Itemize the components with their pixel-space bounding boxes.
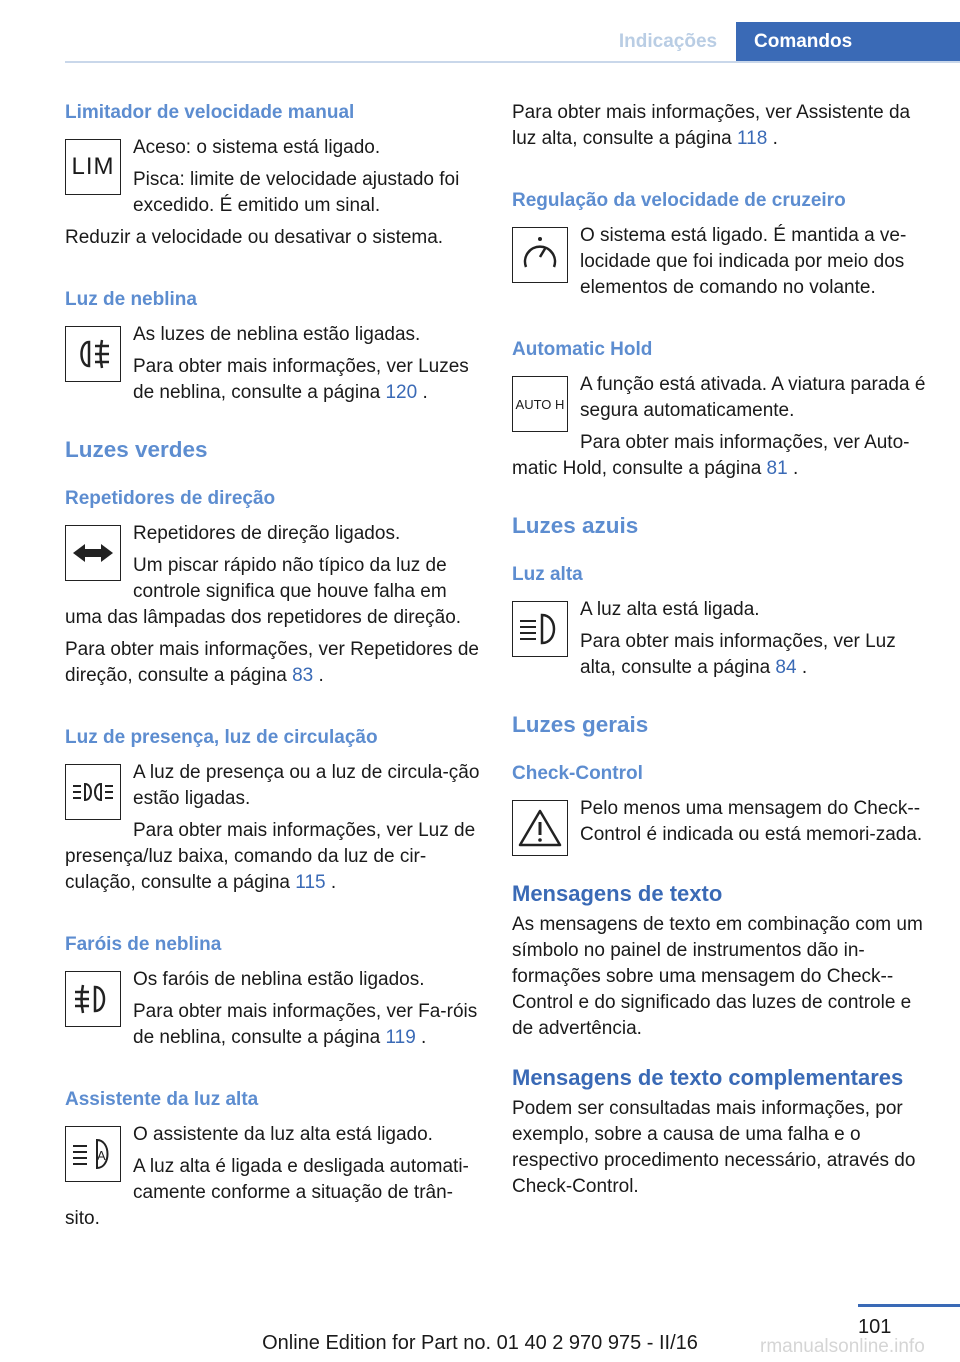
section-title-repetidores: Repetidores de direção: [65, 488, 276, 509]
rep-text-3a: Para obter mais informações, ver Repetidores de direção, consulte a página: [65, 639, 479, 686]
high-beam-assist-icon: [65, 1126, 121, 1182]
section-title-luzes-azuis: Luzes azuis: [512, 513, 639, 538]
far-text-2b: .: [415, 1027, 427, 1048]
far-text-1: Os faróis de neblina estão ligados.: [133, 969, 425, 990]
warning-triangle-icon: [512, 800, 568, 856]
footer-rule: [858, 1304, 960, 1307]
pres-text-2: [65, 818, 483, 896]
section-title-check-control: Check-Control: [512, 763, 643, 784]
pres-text-2b: .: [325, 872, 337, 893]
front-fog-icon: [65, 971, 121, 1027]
ass-cont-b: .: [767, 128, 778, 149]
section-title-luz-alta: Luz alta: [512, 564, 583, 585]
watermark: rmanualsonline.info: [760, 1336, 925, 1357]
tab-comandos[interactable]: Comandos: [736, 22, 960, 62]
far-text-2: [65, 999, 483, 1051]
page-link-83[interactable]: 83: [292, 665, 314, 686]
ah-text-2: [512, 430, 932, 482]
cc-text-1: Pelo menos uma mensagem do Check--Control é indicada ou está memori-zada.: [580, 798, 923, 845]
lim-text-1: Aceso: o sistema está ligado.: [133, 137, 381, 158]
pres-text-2a: Para obter mais informações, ver Luz de presença/luz baixa, comando da luz de cir-culação, consulte a página: [65, 820, 476, 893]
comp-text-1: Podem ser consultadas mais informações, por exemplo, sobre a causa de uma falha e o respectivo procedimento necessário, através do Check-Control.: [512, 1098, 916, 1197]
section-title-luzes-gerais: Luzes gerais: [512, 712, 649, 737]
cru-text-1: O sistema está ligado. É mantida a ve-locidade que foi indicada por meio dos elementos de comando no volante.: [580, 225, 907, 298]
page-number: 101: [858, 1316, 892, 1338]
page-link-84[interactable]: 84: [775, 657, 797, 678]
alta-text-2a: Para obter mais informações, ver Luz alta, consulte a página: [580, 631, 896, 678]
ah-text-2b: .: [787, 458, 799, 479]
alta-text-2b: .: [796, 657, 808, 678]
page-header: [0, 0, 960, 62]
section-title-limitador: Limitador de velocidade manual: [65, 102, 355, 123]
ass-text-1: O assistente da luz alta está ligado.: [133, 1124, 433, 1145]
ah-text-1: A função está ativada. A viatura parada é segura automaticamente.: [580, 374, 926, 421]
left-column: [65, 100, 483, 1232]
neb-text-1: As luzes de neblina estão ligadas.: [133, 324, 421, 345]
neb-text-2b: .: [417, 382, 428, 403]
ass-text-2: A luz alta é ligada e desligada automati-camente conforme a situação de trân-sito.: [65, 1156, 469, 1229]
section-title-farois: Faróis de neblina: [65, 934, 222, 955]
page-link-120[interactable]: 120: [385, 382, 418, 403]
lim-text-2: Pisca: limite de velocidade ajustado foi excedido. É emitido um sinal.: [133, 169, 460, 216]
fog-light-icon: [65, 326, 121, 382]
page-link-119[interactable]: 119: [385, 1027, 416, 1048]
auto-hold-icon: [512, 376, 568, 432]
section-title-cruzeiro: Regulação da velocidade de cruzeiro: [512, 190, 846, 211]
section-title-presenca: Luz de presença, luz de circulação: [65, 727, 378, 748]
turn-signal-icon: [65, 525, 121, 581]
right-column: [512, 100, 932, 1200]
ah-text-2a: Para obter mais informações, ver Auto-matic Hold, consulte a página: [512, 432, 910, 479]
far-text-2a: Para obter mais informações, ver Fa-róis de neblina, consulte a página: [133, 1001, 478, 1048]
lim-icon-text: LIM: [71, 153, 115, 180]
auto-hold-icon-text: AUTO H: [515, 396, 565, 412]
rep-text-1: Repetidores de direção ligados.: [133, 523, 401, 544]
section-title-assistente: Assistente da luz alta: [65, 1089, 259, 1110]
svg-text:A: A: [97, 1148, 106, 1163]
high-beam-icon: [512, 601, 568, 657]
lim-text-3: Reduzir a velocidade ou desativar o sistema.: [65, 227, 444, 248]
page-link-118[interactable]: 118: [737, 128, 768, 149]
section-title-mensagens-complementares: Mensagens de texto complementares: [512, 1065, 904, 1090]
parking-light-icon: [65, 764, 121, 820]
section-title-automatic-hold: Automatic Hold: [512, 339, 653, 360]
ass-cont-text: [512, 100, 932, 152]
ass-cont-a: Para obter mais informações, ver Assistente da luz alta, consulte a página: [512, 102, 911, 149]
cruise-control-icon: [512, 227, 568, 283]
rep-text-2: Um piscar rápido não típico da luz de controle significa que houve falha em uma das lâmpadas dos repetidores de direção.: [65, 555, 462, 628]
rep-text-3: [65, 637, 483, 689]
rep-text-3b: .: [313, 665, 324, 686]
msg-text-1: As mensagens de texto em combinação com um símbolo no painel de instrumentos dão in-formações sobre uma mensagem do Check--Control e do significado das luzes de controle e de advertência.: [512, 914, 923, 1039]
section-title-luz-neblina: Luz de neblina: [65, 289, 197, 310]
page-link-115[interactable]: 115: [295, 872, 326, 893]
pres-text-1: A luz de presença ou a luz de circula-ção estão ligadas.: [133, 762, 480, 809]
section-title-mensagens: Mensagens de texto: [512, 881, 723, 906]
online-edition-note: Online Edition for Part no. 01 40 2 970 975 - II/16: [262, 1332, 698, 1354]
tab-indicacoes[interactable]: Indicações: [600, 22, 736, 62]
alta-text-1: A luz alta está ligada.: [580, 599, 760, 620]
neb-text-2a: Para obter mais informações, ver Luzes de neblina, consulte a página: [133, 356, 469, 403]
alta-text-2: [512, 629, 932, 681]
neb-text-2: [65, 354, 483, 406]
header-rule: [65, 61, 960, 63]
section-title-luzes-verdes: Luzes verdes: [65, 437, 208, 462]
lim-icon: [65, 139, 121, 195]
page-link-81[interactable]: 81: [766, 458, 788, 479]
